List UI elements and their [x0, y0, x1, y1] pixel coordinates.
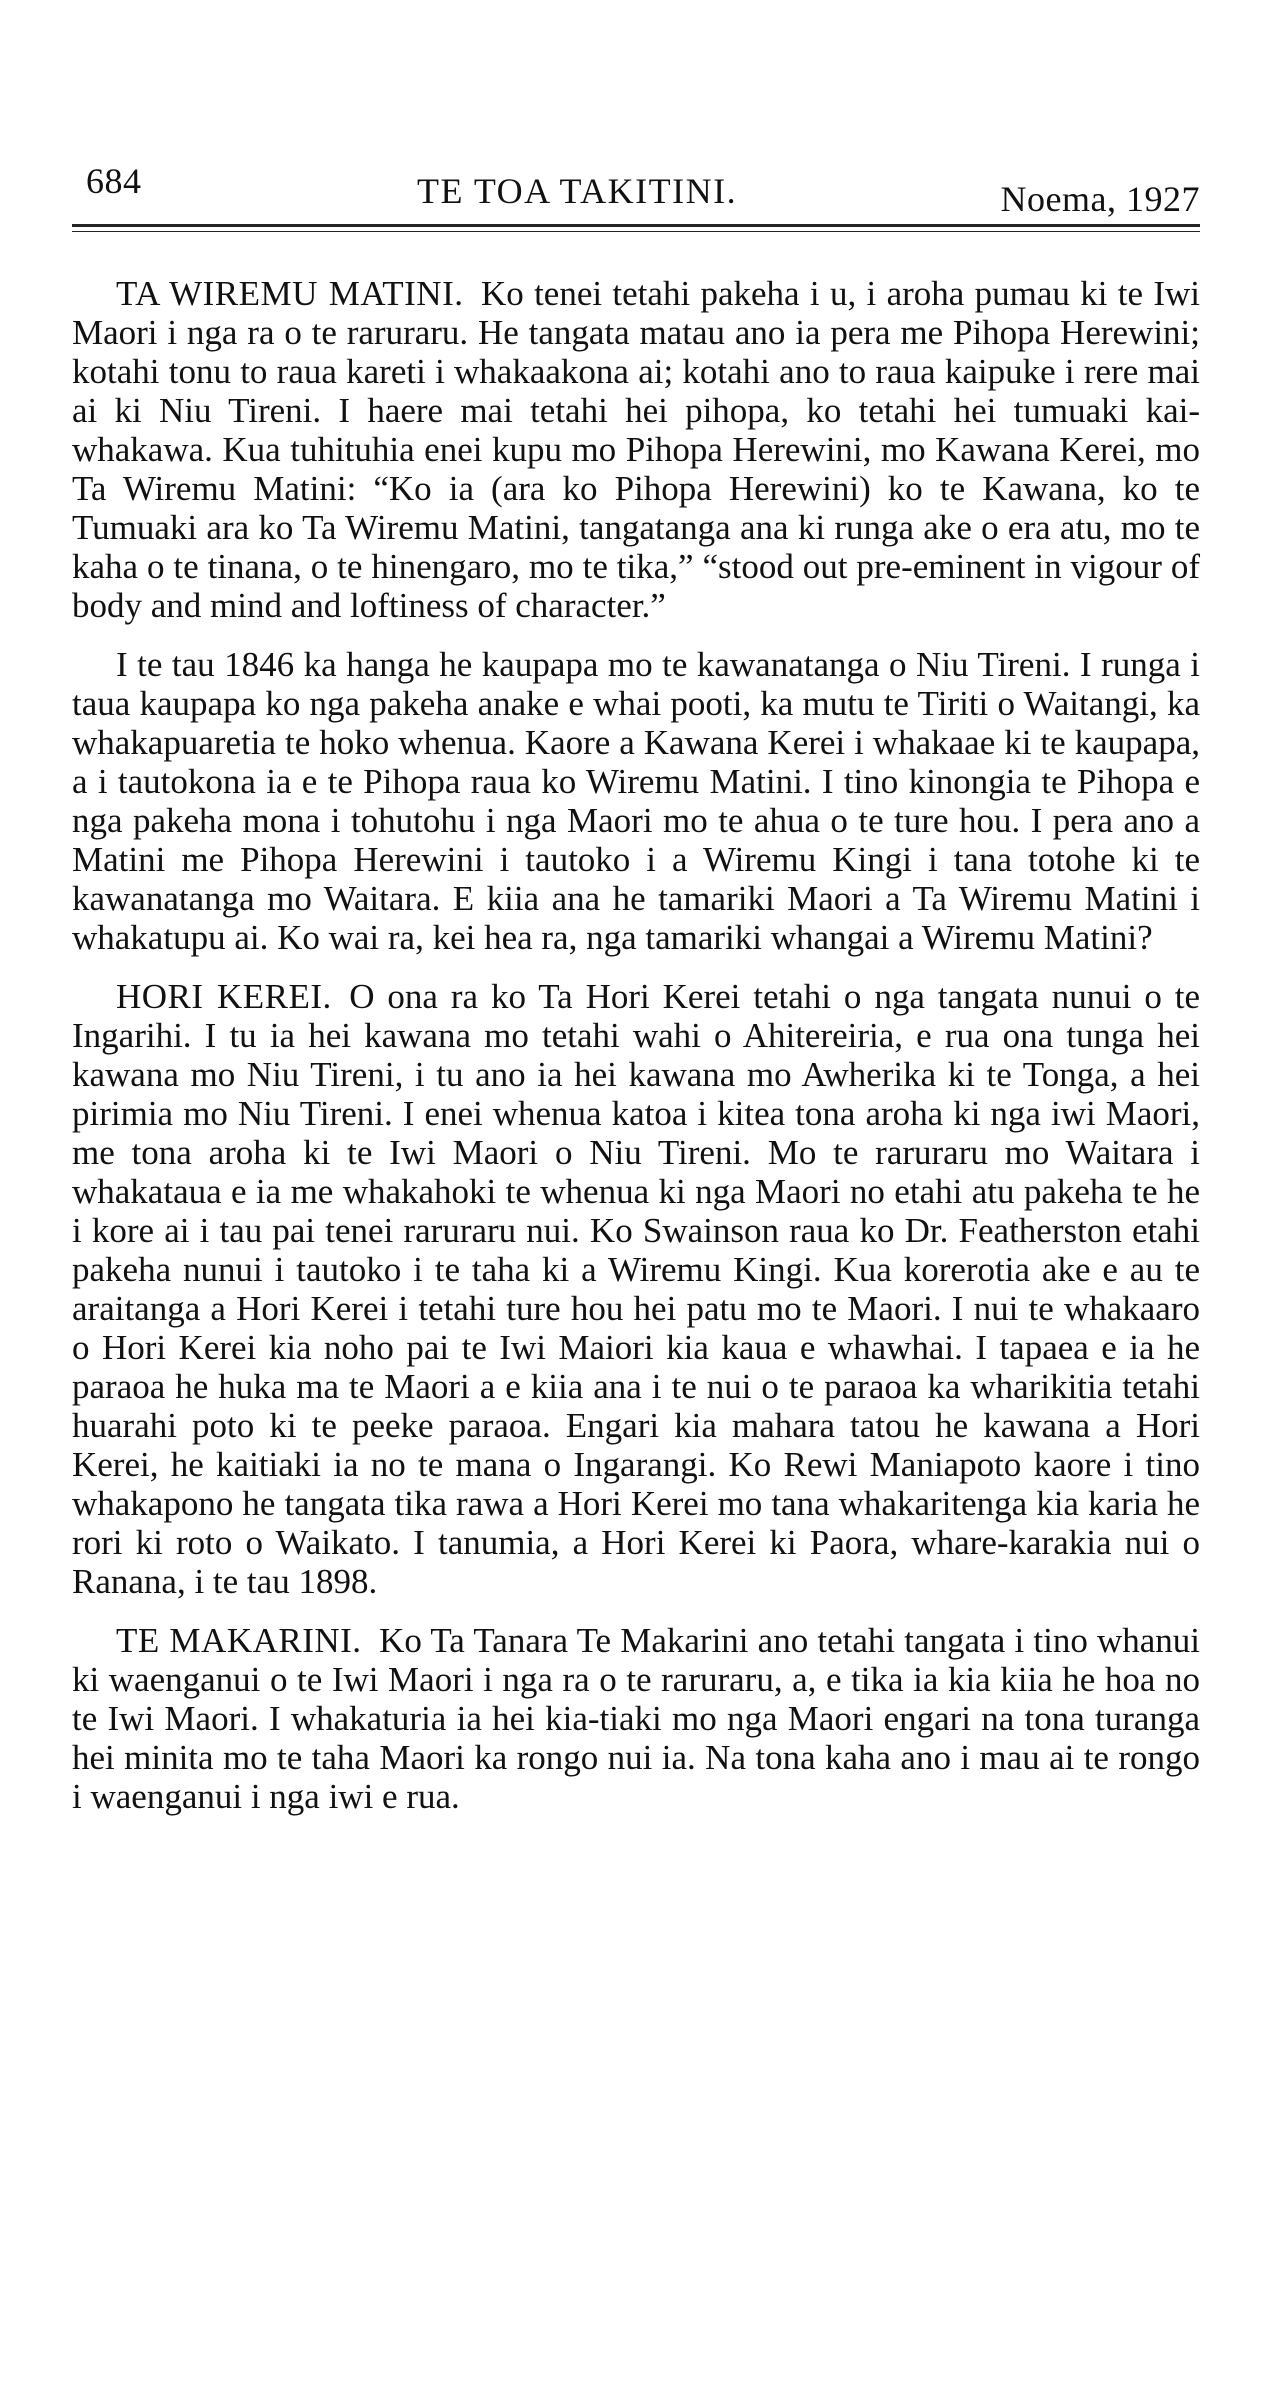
header-rule: [72, 224, 1200, 232]
section-heading: TA WIREMU MATINI.: [116, 274, 464, 313]
paragraph-ta-wiremu-matini: [72, 274, 1200, 625]
paragraph-text: O ona ra ko Ta Hori Kerei tetahi o nga tangata nunui o te Ingarihi. I tu ia hei kawana mo tetahi wahi o Ahitereiria, e rua ona tunga hei kawana mo Niu Tireni, i tu ano ia hei kawana mo Awherika ki te Tonga, a hei pirimia mo Niu Tireni. I enei whenua katoa i kitea tona aroha ki nga iwi Maori, me tona aroha ki te Iwi Maori o Niu Tireni. Mo te raruraru mo Waitara i whakataua e ia me whakahoki te whenua ki nga Maori no etahi atu pakeha te he i kore ai i tau pai tenei raruraru nui. Ko Swainson raua ko Dr. Featherston etahi pakeha nunui i tautoko i te taha ki a Wiremu Kingi. Kua korerotia ake e au te araitanga a Hori Kerei i tetahi ture hou hei patu mo te Maori. I nui te whakaaro o Hori Kerei kia noho pai te Iwi Maiori kia kaua e whawhai. I tapaea e ia he paraoa he huka ma te Maori a e kiia ana i te nui o te paraoa ka wharikitia tetahi huarahi poto ki te peeke paraoa. Engari kia mahara tatou he kawana a Hori Kerei, he kaitiaki ia no te mana o Ingarangi. Ko Rewi Maniapoto kaore i tino whakapono he tangata tika rawa a Hori Kerei mo tana whakaritenga kia karia he rori ki roto o Waikato. I tanumia, a Hori Kerei ki Paora, whare-karakia nui o Ranana, i te tau 1898.: [72, 977, 1201, 1601]
publication-title: TE TOA TAKITINI.: [417, 171, 738, 211]
paragraph-text: I te tau 1846 ka hanga he kaupapa mo te kawanatanga o Niu Tireni. I runga i taua kaupapa ko nga pakeha anake e whai pooti, ka mutu te Tiriti o Waitangi, ka whakapuaretia te hoko whenua. Kaore a Kawana Kerei i whakaae ki te kaupapa, a i tautokona ia e te Pihopa raua ko Wiremu Matini. I tino kinongia te Pihopa e nga pakeha mona i tohutohu i nga Maori mo te ahua o te ture hou. I pera ano a Matini me Pihopa Herewini i tautoko i a Wiremu Kingi i tana totohe ki te kawanatanga mo Waitara. E kiia ana he tamariki Maori a Ta Wiremu Matini i whakatupu ai. Ko wai ra, kei hea ra, nga tamariki whangai a Wiremu Matini?: [72, 645, 1200, 957]
page-number: 684: [86, 161, 142, 201]
paragraph-text: Ko Ta Tanara Te Makarini ano tetahi tangata i tino whanui ki waenganui o te Iwi Maori i nga ra o te raruraru, a, e tika ia kia kiia he hoa no te Iwi Maori. I whakaturia ia hei kia-tiaki mo nga Maori engari na tona turanga hei minita mo te taha Maori ka rongo nui ia. Na tona kaha ano i mau ai te rongo i waenganui i nga iwi e rua.: [72, 1621, 1201, 1816]
paragraph-text: Ko tenei tetahi pakeha i u, i aroha pumau ki te Iwi Maori i nga ra o te raruraru. He tangata matau ano ia pera me Pihopa Herewini; kotahi tonu to raua kareti i whakaakona ai; kotahi ano to raua kaipuke i rere mai ai ki Niu Tireni. I haere mai tetahi hei pihopa, ko tetahi hei tumuaki kai-whakawa. Kua tuhituhia enei kupu mo Pihopa Herewini, mo Kawana Kerei, mo Ta Wiremu Matini: “Ko ia (ara ko Pihopa Herewini) ko te Kawana, ko te Tumuaki ara ko Ta Wiremu Matini, tangatanga ana ki runga ake o era atu, mo te kaha o te tinana, o te hinengaro, mo te tika,” “stood out pre-eminent in vigour of body and mind and loftiness of character.”: [72, 274, 1200, 625]
magazine-page: [72, 150, 1200, 1836]
paragraph-hori-kerei: [72, 977, 1200, 1601]
article-body: [72, 274, 1200, 1816]
page-header: [72, 150, 1200, 219]
section-heading: TE MAKARINI.: [116, 1621, 362, 1660]
paragraph-kaupapa-1846: [72, 645, 1200, 957]
issue-date: Noema, 1927: [1000, 179, 1200, 219]
section-heading: HORI KEREI.: [116, 977, 332, 1016]
paragraph-te-makarini: [72, 1621, 1200, 1816]
